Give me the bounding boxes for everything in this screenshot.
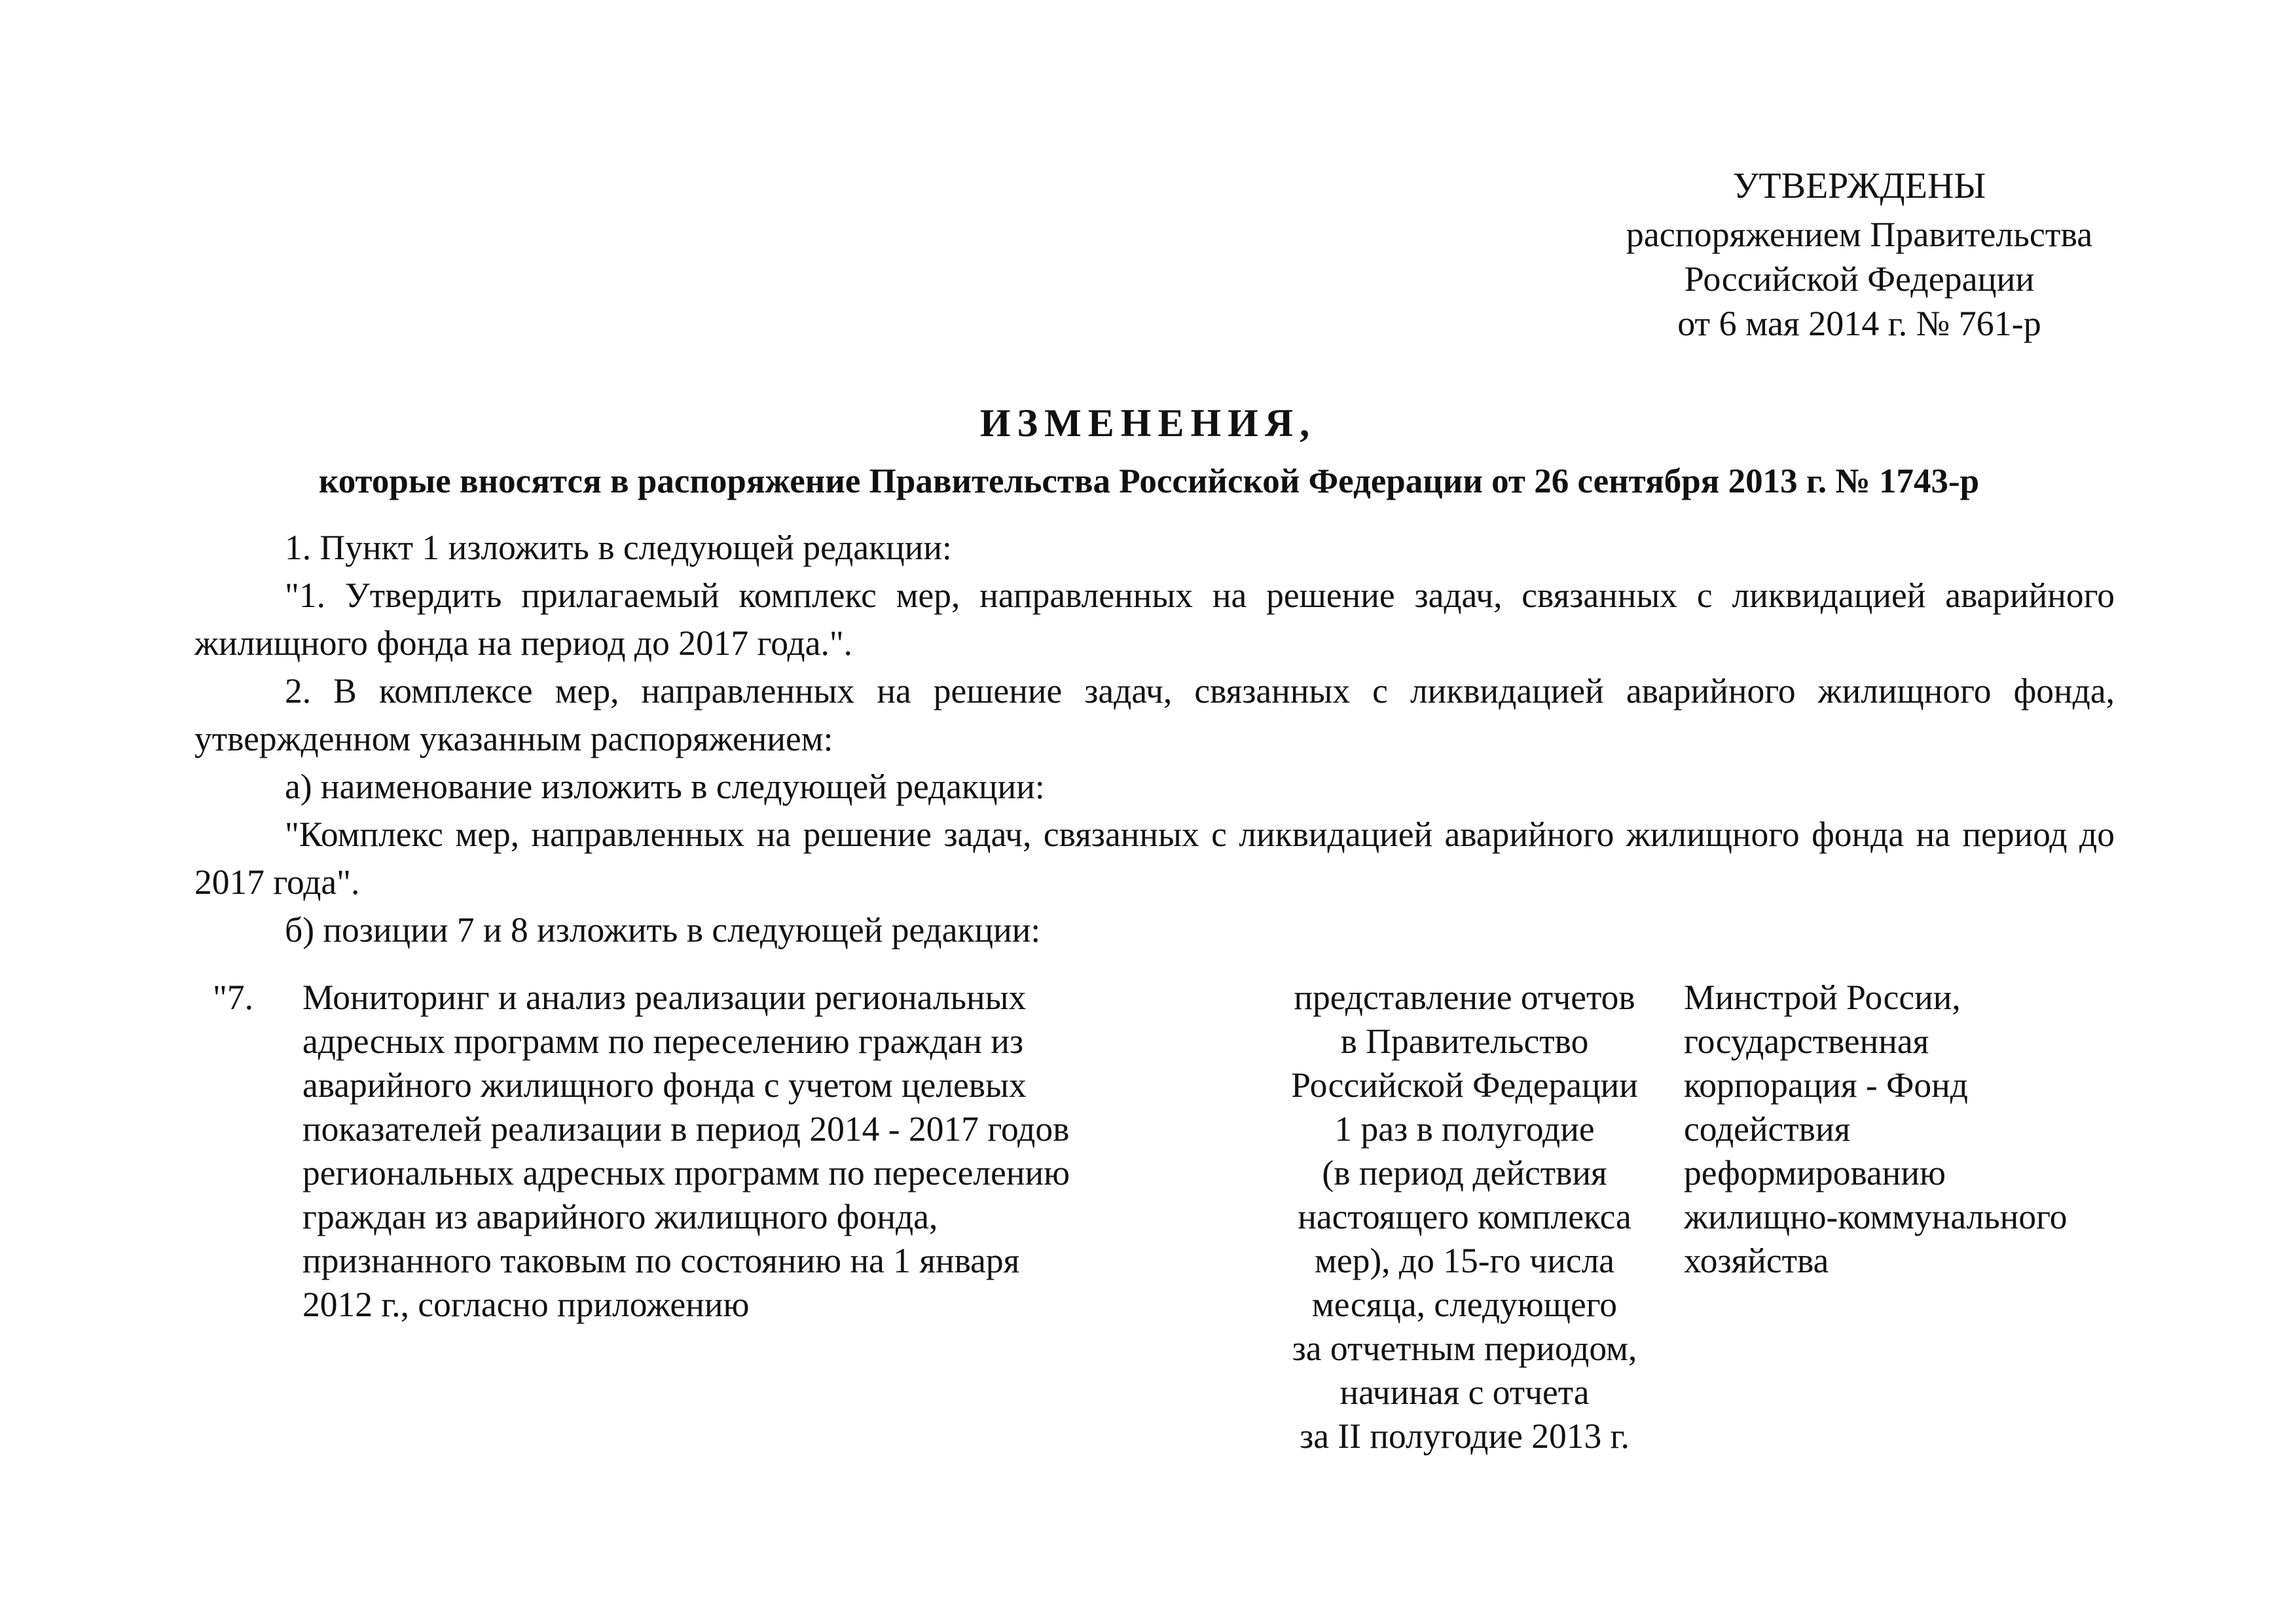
responsible-line: содействия — [1684, 1109, 1851, 1149]
responsible-line: корпорация - Фонд — [1684, 1065, 1968, 1105]
term-line: представление отчетов — [1294, 978, 1635, 1017]
term-line: Российской Федерации — [1291, 1065, 1638, 1105]
table-cell-term — [1216, 976, 1713, 1458]
table-cell-description — [302, 976, 1350, 1327]
document-subheading: которые вносятся в распоряжение Правительства Российской Федерации от 26 сентября 2013 г. № 1743-р — [318, 462, 1980, 500]
approval-title: УТВЕРЖДЕНЫ — [1732, 166, 1986, 206]
paragraph-3: 2. В комплексе мер, направленных на решение задач, связанных с ликвидацией аварийного жилищного фонда, утвержденном указанным распоряжением: — [194, 671, 2115, 758]
paragraph-6: б) позиции 7 и 8 изложить в следующей редакции: — [285, 910, 1041, 950]
description-line: Мониторинг и анализ реализации региональных — [302, 978, 1027, 1017]
table-cell-responsible — [1684, 976, 2129, 1283]
approval-line-2: Российской Федерации — [1684, 259, 2035, 299]
description-line: 2012 г., согласно приложению — [302, 1285, 750, 1324]
term-line: 1 раз в полугодие — [1334, 1109, 1595, 1149]
term-line: начиная с отчета — [1339, 1373, 1590, 1412]
term-line: в Правительство — [1340, 1022, 1589, 1061]
table-cell-number: "7. — [213, 978, 253, 1017]
paragraph-1: 1. Пункт 1 изложить в следующей редакции: — [285, 528, 952, 567]
responsible-line: Минстрой России, — [1684, 978, 1961, 1017]
paragraph-2: "1. Утвердить прилагаемый комплекс мер, направленных на решение задач, связанных с ликвидацией аварийного жилищного фонда на период до 2017 года.". — [194, 576, 2115, 663]
term-line: мер), до 15-го числа — [1314, 1241, 1615, 1280]
term-line: за II полугодие 2013 г. — [1300, 1416, 1630, 1456]
term-line: за отчетным периодом, — [1292, 1329, 1637, 1368]
description-line: региональных адресных программ по переселению — [302, 1153, 1070, 1192]
responsible-line: жилищно-коммунального — [1684, 1197, 2068, 1236]
approval-line-3: от 6 мая 2014 г. № 761-р — [1677, 304, 2041, 343]
paragraph-4: а) наименование изложить в следующей редакции: — [285, 767, 1045, 806]
responsible-line: реформированию — [1684, 1153, 1946, 1192]
document-heading: ИЗМЕНЕНИЯ, — [979, 401, 1317, 445]
description-line: адресных программ по переселению граждан из — [302, 1022, 1024, 1061]
term-line: настоящего комплекса — [1298, 1197, 1631, 1236]
description-line: граждан из аварийного жилищного фонда, — [302, 1197, 938, 1236]
responsible-line: хозяйства — [1684, 1241, 1829, 1280]
term-line: (в период действия — [1322, 1153, 1607, 1192]
responsible-line: государственная — [1684, 1022, 1929, 1061]
document-body — [194, 524, 2115, 954]
paragraph-5: "Комплекс мер, направленных на решение задач, связанных с ликвидацией аварийного жилищного фонда на период до 2017 года". — [194, 815, 2115, 902]
term-line: месяца, следующего — [1311, 1285, 1618, 1324]
approval-stamp-block — [1597, 164, 2121, 346]
description-line: признанного таковым по состоянию на 1 января — [302, 1241, 1020, 1280]
description-line: показателей реализации в период 2014 - 2017 годов — [302, 1109, 1070, 1149]
approval-line-1: распоряжением Правительства — [1626, 215, 2093, 254]
description-line: аварийного жилищного фонда с учетом целевых — [302, 1065, 1027, 1105]
